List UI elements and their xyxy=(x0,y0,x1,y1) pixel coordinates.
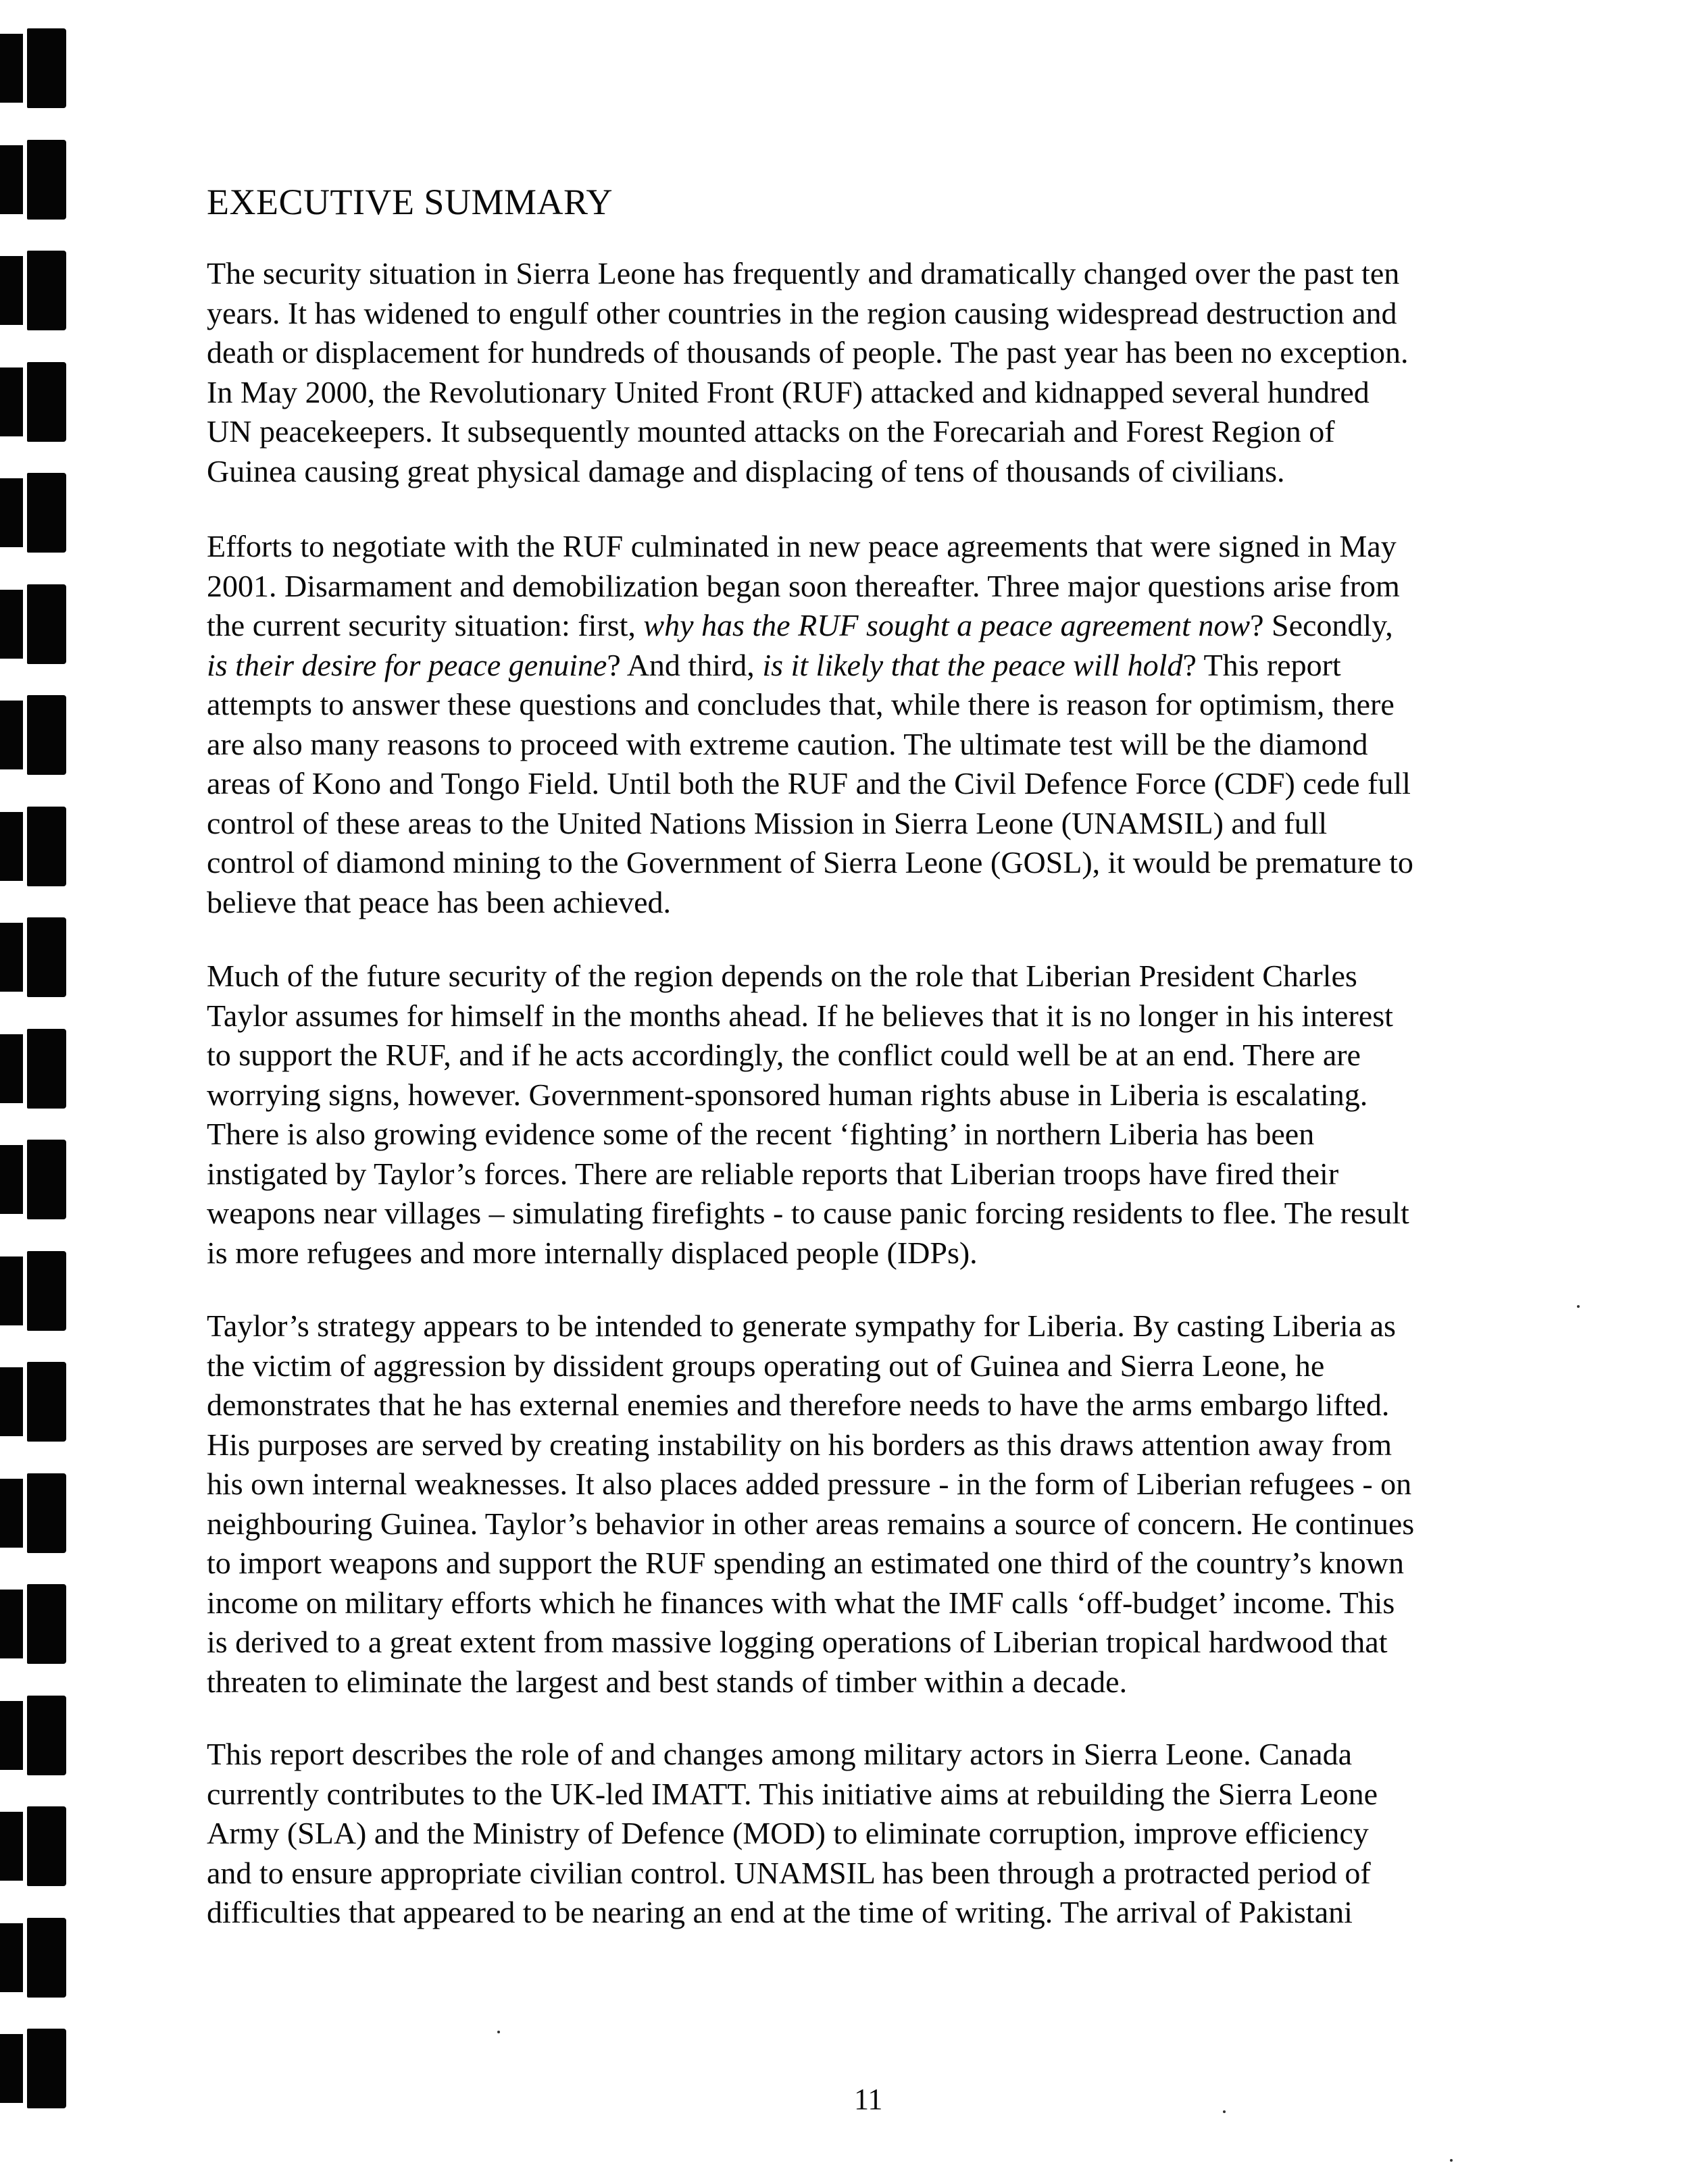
text-line: There is also growing evidence some of the recent ‘fighting’ in northern Liberia has been xyxy=(207,1117,1315,1151)
binder-ring-mark xyxy=(0,251,68,330)
text-line: control of diamond mining to the Government of Sierra Leone (GOSL), it would be premature to xyxy=(207,845,1413,880)
text-line: currently contributes to the UK-led IMATT. This initiative aims at rebuilding the Sierra Leone xyxy=(207,1776,1378,1811)
binder-ring-mark xyxy=(0,584,68,664)
text-line: death or displacement for hundreds of thousands of people. The past year has been no exception. xyxy=(207,335,1409,370)
paragraph-4 xyxy=(207,1306,1414,1702)
binder-ring-mark xyxy=(0,362,68,442)
text-line: difficulties that appeared to be nearing an end at the time of writing. The arrival of Pakistani xyxy=(207,1895,1353,1929)
binder-ring-mark xyxy=(0,917,68,997)
binder-ring-mark xyxy=(0,1806,68,1886)
text-line: Army (SLA) and the Ministry of Defence (MOD) to eliminate corruption, improve efficiency xyxy=(207,1816,1369,1850)
paragraph-3 xyxy=(207,957,1409,1273)
text-line: worrying signs, however. Government-sponsored human rights abuse in Liberia is escalating. xyxy=(207,1077,1368,1112)
text-line: instigated by Taylor’s forces. There are reliable reports that Liberian troops have fired their xyxy=(207,1156,1339,1191)
text-line: the current security situation: first, why has the RUF sought a peace agreement now? Secondly, xyxy=(207,608,1393,642)
text-line: years. It has widened to engulf other countries in the region causing widespread destruction and xyxy=(207,295,1397,330)
binder-ring-mark xyxy=(0,1584,68,1664)
scan-speck xyxy=(1577,1305,1580,1308)
text-line: weapons near villages – simulating firefights - to cause panic forcing residents to flee. The result xyxy=(207,1196,1409,1230)
paragraph-2 xyxy=(207,527,1413,922)
binder-ring-mark xyxy=(0,695,68,775)
binder-ring-mark xyxy=(0,473,68,553)
binder-rings xyxy=(0,0,74,2184)
text-line: is derived to a great extent from massive logging operations of Liberian tropical hardwood that xyxy=(207,1625,1388,1659)
binder-ring-mark xyxy=(0,1696,68,1775)
text-line: His purposes are served by creating instability on his borders as this draws attention away from xyxy=(207,1427,1392,1462)
binder-ring-mark xyxy=(0,2029,68,2108)
text-line: The security situation in Sierra Leone has frequently and dramatically changed over the past ten xyxy=(207,256,1400,290)
text-line: the victim of aggression by dissident groups operating out of Guinea and Sierra Leone, he xyxy=(207,1348,1325,1383)
text-line: areas of Kono and Tongo Field. Until both the RUF and the Civil Defence Force (CDF) cede full xyxy=(207,766,1411,801)
binder-ring-mark xyxy=(0,140,68,220)
scan-speck xyxy=(497,2031,500,2033)
text-line: and to ensure appropriate civilian control. UNAMSIL has been through a protracted period of xyxy=(207,1855,1371,1890)
text-line: income on military efforts which he finances with what the IMF calls ‘off-budget’ income. This xyxy=(207,1585,1395,1620)
binder-ring-mark xyxy=(0,807,68,886)
paragraph-5 xyxy=(207,1735,1378,1933)
binder-ring-mark xyxy=(0,1140,68,1219)
binder-ring-mark xyxy=(0,1362,68,1442)
text-line: to support the RUF, and if he acts accordingly, the conflict could well be at an end. There are xyxy=(207,1038,1361,1072)
text-line: are also many reasons to proceed with extreme caution. The ultimate test will be the diamond xyxy=(207,726,1368,761)
text-line: In May 2000, the Revolutionary United Front (RUF) attacked and kidnapped several hundred xyxy=(207,374,1370,409)
text-line: control of these areas to the United Nations Mission in Sierra Leone (UNAMSIL) and full xyxy=(207,805,1328,840)
binder-ring-mark xyxy=(0,1251,68,1331)
text-line: attempts to answer these questions and concludes that, while there is reason for optimism, there xyxy=(207,687,1395,721)
text-line: Guinea causing great physical damage and displacing of tens of thousands of civilians. xyxy=(207,453,1285,488)
text-line: is more refugees and more internally displaced people (IDPs). xyxy=(207,1235,978,1270)
text-line: Taylor assumes for himself in the months ahead. If he believes that it is no longer in his interest xyxy=(207,998,1393,1033)
section-heading: EXECUTIVE SUMMARY xyxy=(207,182,613,222)
scan-speck xyxy=(1223,2110,1226,2113)
text-line: threaten to eliminate the largest and best stands of timber within a decade. xyxy=(207,1664,1128,1699)
binder-ring-mark xyxy=(0,1473,68,1553)
paragraph-1 xyxy=(207,254,1409,491)
page-number: 11 xyxy=(854,2083,883,2116)
text-line: neighbouring Guinea. Taylor’s behavior in other areas remains a source of concern. He continues xyxy=(207,1506,1415,1541)
text-line: UN peacekeepers. It subsequently mounted attacks on the Forecariah and Forest Region of xyxy=(207,414,1335,449)
text-line: believe that peace has been achieved. xyxy=(207,884,672,919)
binder-ring-mark xyxy=(0,28,68,108)
text-line: This report describes the role of and changes among military actors in Sierra Leone. Canada xyxy=(207,1737,1353,1771)
text-line: Efforts to negotiate with the RUF culminated in new peace agreements that were signed in May xyxy=(207,529,1397,563)
scan-speck xyxy=(1450,2159,1453,2162)
text-line: 2001. Disarmament and demobilization began soon thereafter. Three major questions arise from xyxy=(207,568,1400,603)
text-line: is their desire for peace genuine? And third, is it likely that the peace will hold? This report xyxy=(207,647,1341,682)
text-line: demonstrates that he has external enemies and therefore needs to have the arms embargo lifted. xyxy=(207,1388,1390,1422)
binder-ring-mark xyxy=(0,1029,68,1109)
binder-ring-mark xyxy=(0,1918,68,1998)
text-line: Taylor’s strategy appears to be intended to generate sympathy for Liberia. By casting Liberia as xyxy=(207,1309,1396,1343)
text-line: to import weapons and support the RUF spending an estimated one third of the country’s known xyxy=(207,1546,1405,1580)
text-line: his own internal weaknesses. It also places added pressure - in the form of Liberian refugees - on xyxy=(207,1467,1412,1501)
text-line: Much of the future security of the region depends on the role that Liberian President Charles xyxy=(207,959,1357,993)
